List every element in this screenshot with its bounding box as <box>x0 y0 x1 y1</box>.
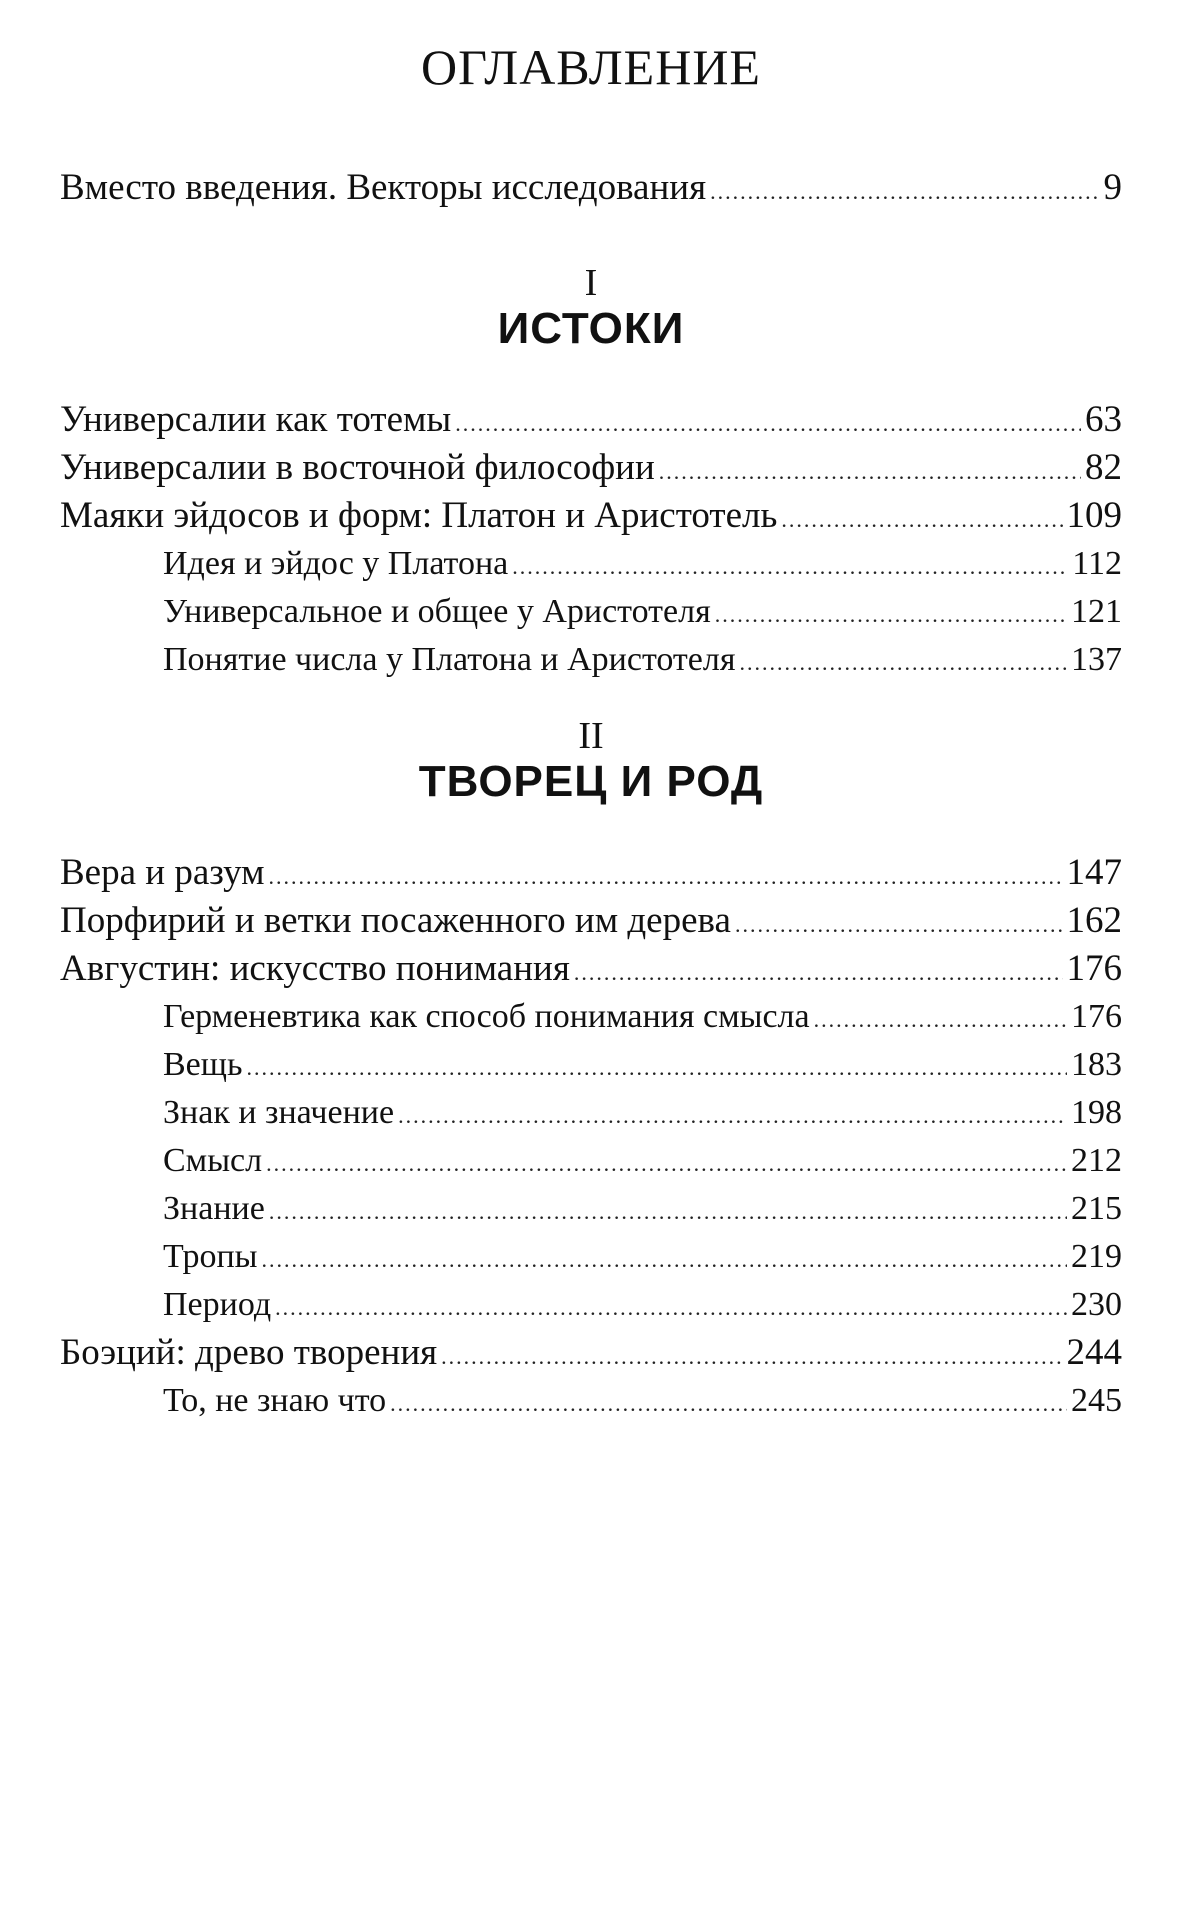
toc-subentry[interactable] <box>60 540 1122 588</box>
toc-entry[interactable] <box>60 1329 1122 1377</box>
entry-label: То, не знаю что <box>163 1382 387 1419</box>
entry-label: Маяки эйдосов и форм: Платон и Аристотель <box>60 495 778 536</box>
leader-dots <box>715 591 1067 639</box>
toc-subentry[interactable] <box>60 1041 1122 1089</box>
leader-dots <box>262 1236 1067 1284</box>
toc-subentry[interactable] <box>60 1233 1122 1281</box>
entry-page-number: 176 <box>1071 998 1122 1035</box>
toc-intro <box>60 164 1122 212</box>
entry-label: Знание <box>163 1190 265 1227</box>
entry-page-number: 147 <box>1066 852 1122 893</box>
toc-entry[interactable] <box>60 897 1122 945</box>
toc-subentry[interactable] <box>60 993 1122 1041</box>
entry-page-number: 244 <box>1066 1332 1122 1373</box>
section-number: II <box>578 715 604 757</box>
leader-dots <box>390 1380 1067 1428</box>
section-title: ИСТОКИ <box>497 304 685 353</box>
leader-dots <box>455 400 1081 448</box>
section-number: I <box>584 262 598 304</box>
entry-page-number: 230 <box>1071 1286 1122 1323</box>
leader-dots <box>814 996 1067 1044</box>
entry-label: Тропы <box>163 1238 258 1275</box>
toc-entry[interactable] <box>60 396 1122 444</box>
leader-dots <box>266 1140 1067 1188</box>
entry-page-number: 245 <box>1071 1382 1122 1419</box>
leader-dots <box>781 496 1062 544</box>
leader-dots <box>512 543 1068 591</box>
toc-entry[interactable] <box>60 444 1122 492</box>
toc-subentry[interactable] <box>60 636 1122 684</box>
entry-label: Знак и значение <box>163 1094 395 1131</box>
toc-subentry[interactable] <box>60 1137 1122 1185</box>
entry-label: Порфирий и ветки посаженного им дерева <box>60 900 731 941</box>
toc-entry[interactable] <box>60 492 1122 540</box>
entry-label: Универсальное и общее у Аристотеля <box>163 593 711 630</box>
leader-dots <box>739 639 1067 687</box>
entry-page-number: 162 <box>1066 900 1122 941</box>
leader-dots <box>710 168 1099 216</box>
section-2 <box>60 715 1122 1425</box>
entry-page-number: 9 <box>1103 167 1122 208</box>
leader-dots <box>735 901 1063 949</box>
leader-dots <box>441 1333 1062 1381</box>
entry-page-number: 137 <box>1071 641 1122 678</box>
toc-entry[interactable] <box>60 945 1122 993</box>
leader-dots <box>574 949 1063 997</box>
entry-page-number: 121 <box>1071 593 1122 630</box>
toc-entry[interactable] <box>60 849 1122 897</box>
leader-dots <box>269 1188 1067 1236</box>
entry-page-number: 176 <box>1066 948 1122 989</box>
toc-subentry[interactable] <box>60 1281 1122 1329</box>
leader-dots <box>659 448 1081 496</box>
entry-page-number: 82 <box>1085 447 1122 488</box>
entry-label: Понятие числа у Платона и Аристотеля <box>163 641 736 678</box>
entry-label: Универсалии как тотемы <box>60 399 452 440</box>
section-1 <box>60 262 1122 684</box>
leader-dots <box>398 1092 1067 1140</box>
entry-page-number: 112 <box>1072 545 1122 582</box>
entry-page-number: 212 <box>1071 1142 1122 1179</box>
entry-page-number: 109 <box>1066 495 1122 536</box>
leader-dots <box>275 1284 1067 1332</box>
entry-label: Период <box>163 1286 272 1323</box>
entry-label: Герменевтика как способ понимания смысла <box>163 998 810 1035</box>
section-title: ТВОРЕЦ И РОД <box>418 757 764 806</box>
entry-label: Боэций: древо творения <box>60 1332 438 1373</box>
entry-label: Вещь <box>163 1046 243 1083</box>
toc-subentry[interactable] <box>60 1089 1122 1137</box>
toc-subentry[interactable] <box>60 588 1122 636</box>
entry-label: Вместо введения. Векторы исследования <box>60 167 707 208</box>
entry-label: Смысл <box>163 1142 263 1179</box>
entry-page-number: 198 <box>1071 1094 1122 1131</box>
leader-dots <box>269 853 1063 901</box>
entry-page-number: 219 <box>1071 1238 1122 1275</box>
entry-page-number: 63 <box>1085 399 1122 440</box>
toc-subentry[interactable] <box>60 1185 1122 1233</box>
entry-label: Вера и разум <box>60 852 265 893</box>
leader-dots <box>246 1044 1067 1092</box>
entry-label: Универсалии в восточной философии <box>60 447 655 488</box>
entry-page-number: 215 <box>1071 1190 1122 1227</box>
toc-title: ОГЛАВЛЕНИЕ <box>421 39 761 95</box>
entry-page-number: 183 <box>1071 1046 1122 1083</box>
entry-label: Августин: искусство понимания <box>60 948 570 989</box>
toc-subentry[interactable] <box>60 1377 1122 1425</box>
entry-label: Идея и эйдос у Платона <box>163 545 509 582</box>
toc-entry-intro[interactable] <box>60 164 1122 212</box>
